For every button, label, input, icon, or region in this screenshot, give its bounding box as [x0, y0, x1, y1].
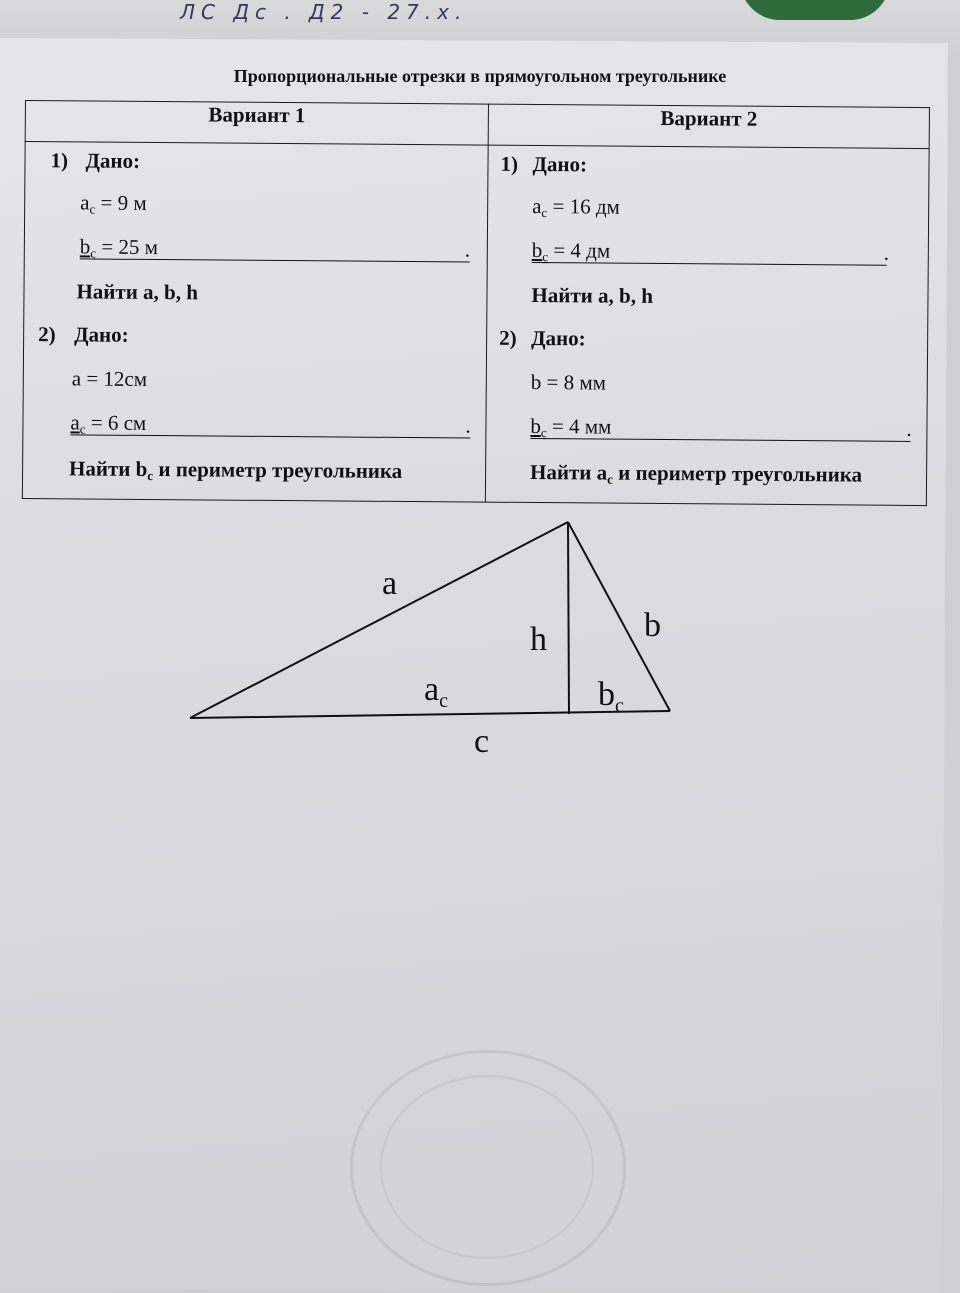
handwritten-note: ЛС Дс . Д2 - 27.х. — [180, 0, 468, 24]
variant1-heading: Вариант 1 — [25, 101, 488, 146]
v2-task2-number: 2) — [499, 325, 517, 350]
v2-task1-line2: $b_c = 4$ дм — [531, 237, 611, 265]
v2-task2-find: Найти $a_c$ и периметр треугольника — [529, 459, 863, 487]
variant2-cell — [485, 145, 929, 505]
label-ac: $a_c$ — [424, 671, 448, 712]
variant2-heading: Вариант 2 — [488, 104, 929, 148]
variant1-cell — [22, 142, 488, 503]
label-a: a — [382, 565, 398, 602]
v1-task1-given: Дано: — [85, 148, 141, 173]
height-h-line — [568, 522, 569, 714]
v1-task1-find: Найти a, b, h — [76, 279, 199, 305]
v1-task1-dot: . — [464, 237, 471, 262]
v1-task1-line1: $a_c = 9$ м — [80, 190, 147, 217]
v1-task1-line2: $b_c = 25$ м — [79, 234, 159, 261]
label-b: b — [644, 607, 661, 644]
leg-a-line — [190, 522, 568, 718]
v1-task2-given: Дано: — [74, 322, 129, 347]
v1-task2-dot: . — [465, 413, 471, 438]
label-c: c — [474, 723, 490, 760]
v1-task1-number: 1) — [50, 148, 69, 173]
v2-task1-dot: . — [883, 240, 890, 265]
label-h: h — [530, 621, 547, 658]
v2-task1-number: 1) — [500, 151, 519, 176]
v1-task2-line2: $a_c = 6$ см — [70, 410, 147, 437]
v2-task2-line1: b = 8 мм — [530, 369, 607, 395]
faded-stamp-inner — [380, 1075, 594, 1259]
label-bc: $b_c$ — [598, 676, 624, 717]
v2-task2-line2: $b_c = 4$ мм — [530, 413, 612, 441]
right-triangle-diagram — [0, 500, 960, 780]
v2-task2-dot: . — [906, 416, 912, 441]
v2-task2-given: Дано: — [531, 325, 586, 351]
v2-task1-line1: $a_c = 16$ дм — [532, 193, 620, 221]
v2-task1-given: Дано: — [532, 151, 588, 177]
v2-task1-find: Найти a, b, h — [531, 282, 654, 308]
v1-task2-line1: a = 12см — [71, 366, 148, 391]
v1-task2-find: Найти $b_c$ и периметр треугольника — [69, 456, 403, 484]
v1-task2-number: 2) — [38, 322, 56, 347]
worksheet-title: Пропорциональные отрезки в прямоугольном треугольнике — [233, 66, 727, 86]
variants-table — [22, 100, 930, 506]
